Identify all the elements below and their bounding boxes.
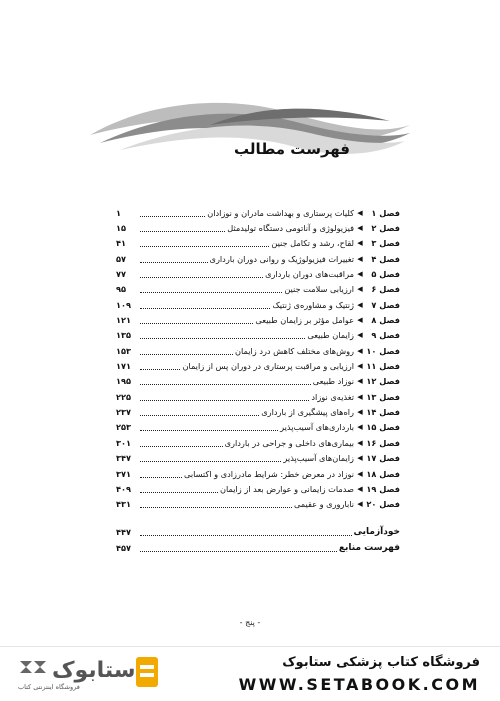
- dot-leader: [140, 445, 223, 447]
- store-url[interactable]: WWW.SETABOOK.COM: [238, 675, 480, 694]
- chapter-title: نوزاد طبیعی: [312, 376, 354, 387]
- chapter-title: راه‌های پیشگیری از بارداری: [261, 407, 354, 418]
- chapter-title: تغذیه‌ی نوزاد: [311, 391, 354, 402]
- bullet-arrow-icon: ◀: [357, 454, 363, 463]
- dot-leader: [140, 534, 352, 536]
- page-number: ۱۵: [116, 223, 126, 234]
- store-banner: [0, 646, 500, 701]
- chapter-label: فصل ۱۶: [366, 437, 400, 448]
- page-number: ۴۱: [116, 238, 126, 249]
- page-number: ۴۵۷: [116, 542, 131, 553]
- bullet-arrow-icon: ◀: [357, 423, 363, 432]
- dot-leader: [140, 261, 208, 263]
- page-number: ۲۵۳: [116, 422, 131, 433]
- page-number: ۱۵۳: [116, 345, 131, 356]
- chapter-label: فصل ۹: [371, 330, 400, 341]
- dot-leader: [140, 429, 278, 431]
- chapter-title: تغییرات فیزیولوژیک و روانی دوران بارداری: [209, 253, 354, 264]
- chapter-label: فصل ۱۷: [366, 453, 400, 464]
- toc-entry: [116, 524, 400, 540]
- chapter-label: فصل ۶: [371, 284, 400, 295]
- dot-leader: [140, 550, 337, 552]
- page-number: ۹۵: [116, 284, 126, 295]
- logo-subtext: فروشگاه اینترنتی کتاب: [18, 683, 80, 691]
- page-number: ۴۰۹: [116, 483, 131, 494]
- chapter-title: فیزیولوژی و آناتومی دستگاه تولیدمثل: [227, 223, 354, 234]
- toc-entry: [116, 312, 400, 327]
- chapter-title: ارزیابی و مراقبت پرستاری در دوران پس از زایمان: [182, 361, 354, 372]
- page-number: ۱۲۱: [116, 315, 131, 326]
- chapter-title: زایمان طبیعی: [307, 330, 354, 341]
- page-number: ۱۰۹: [116, 299, 131, 310]
- page-number: ۳۰۱: [116, 437, 131, 448]
- toc-title: فهرست مطالب: [234, 140, 350, 158]
- page-number: ۱: [116, 207, 121, 218]
- page-number: ۱۳۵: [116, 330, 131, 341]
- bullet-arrow-icon: ◀: [357, 331, 363, 340]
- chapter-title: صدمات زایمانی و عوارض بعد از زایمان: [220, 483, 354, 494]
- svg-text:ستابوک: ستابوک: [52, 658, 136, 683]
- toc-entry: [116, 236, 400, 251]
- toc-entry: [116, 266, 400, 281]
- dot-leader: [140, 245, 269, 247]
- chapter-title: نوزاد در معرض خطر: شرایط مادرزادی و اکتسابی: [184, 468, 354, 479]
- bullet-arrow-icon: ◀: [357, 224, 363, 233]
- bullet-arrow-icon: ◀: [357, 254, 363, 263]
- toc-entry: [116, 389, 400, 404]
- toc-entry: [116, 251, 400, 266]
- bullet-arrow-icon: ◀: [357, 346, 363, 355]
- bullet-arrow-icon: ◀: [357, 285, 363, 294]
- dot-leader: [140, 383, 311, 385]
- page-number: ۱۷۱: [116, 361, 131, 372]
- chapter-title: ناباروری و عقیمی: [293, 499, 354, 510]
- chapter-label: فصل ۴: [371, 253, 400, 264]
- chapter-title: زایمان‌های آسیب‌پذیر: [283, 453, 354, 464]
- toc-entry: [116, 420, 400, 435]
- dot-leader: [140, 276, 263, 278]
- chapter-title: بیماری‌های داخلی و جراحی در بارداری: [224, 437, 354, 448]
- dot-leader: [140, 353, 233, 355]
- toc-entry: [116, 435, 400, 450]
- chapter-title: روش‌های مختلف کاهش درد زایمان: [234, 345, 354, 356]
- dot-leader: [140, 506, 292, 508]
- toc-entry: [116, 358, 400, 373]
- chapter-label: فصل ۱۰: [366, 345, 400, 356]
- chapter-label: فصل ۵: [371, 269, 400, 280]
- store-name: فروشگاه کتاب پزشکی ستابوک: [282, 655, 480, 670]
- page-number: ۲۳۷: [116, 407, 131, 418]
- bullet-arrow-icon: ◀: [357, 484, 363, 493]
- bullet-arrow-icon: ◀: [357, 392, 363, 401]
- dot-leader: [140, 414, 259, 416]
- chapter-title: مراقبت‌های دوران بارداری: [265, 269, 354, 280]
- dot-leader: [140, 368, 180, 370]
- chapter-label: فصل ۱۹: [366, 483, 400, 494]
- dot-leader: [140, 291, 282, 293]
- toc-entry: [116, 451, 400, 466]
- toc-entry: [116, 205, 400, 220]
- chapter-label: فصل ۳: [371, 238, 400, 249]
- chapter-title: ارزیابی سلامت جنین: [284, 284, 354, 295]
- toc-entry: [116, 328, 400, 343]
- chapter-title: بارداری‌های آسیب‌پذیر: [280, 422, 354, 433]
- bullet-arrow-icon: ◀: [357, 362, 363, 371]
- page-number: ۵۷: [116, 253, 126, 264]
- chapter-label: فصل ۱۵: [366, 422, 400, 433]
- page-number: ۳۷۱: [116, 468, 131, 479]
- section-title: فهرست منابع: [338, 542, 400, 553]
- bullet-arrow-icon: ◀: [357, 408, 363, 417]
- toc-entry: [116, 481, 400, 496]
- chapter-label: فصل ۱: [371, 207, 400, 218]
- dot-leader: [140, 337, 305, 339]
- chapter-label: فصل ۸: [371, 315, 400, 326]
- chapter-label: فصل ۱۱: [366, 361, 400, 372]
- page-number: ۴۴۷: [116, 526, 131, 537]
- bullet-arrow-icon: ◀: [357, 208, 363, 217]
- dot-leader: [140, 322, 253, 324]
- toc-entry: [116, 497, 400, 512]
- toc-entry: [116, 220, 400, 235]
- toc-entry: [116, 374, 400, 389]
- toc-entry: [116, 343, 400, 358]
- chapter-title: لقاح، رشد و تکامل جنین: [271, 238, 354, 249]
- back-matter: [116, 524, 400, 556]
- page-number: ۱۹۵: [116, 376, 131, 387]
- toc-entry: [116, 466, 400, 481]
- page-number: ۷۷: [116, 269, 126, 280]
- bullet-arrow-icon: ◀: [357, 270, 363, 279]
- page-number: ۲۲۵: [116, 391, 131, 402]
- bullet-arrow-icon: ◀: [357, 377, 363, 386]
- chapter-title: کلیات پرستاری و بهداشت مادران و نوزادان: [207, 207, 354, 218]
- chapter-label: فصل ۱۸: [366, 468, 400, 479]
- toc-entry: [116, 540, 400, 556]
- dot-leader: [140, 399, 309, 401]
- dot-leader: [140, 215, 205, 217]
- chapter-label: فصل ۱۴: [366, 407, 400, 418]
- chapter-label: فصل ۱۳: [366, 391, 400, 402]
- page-number: ۴۳۱: [116, 499, 131, 510]
- bullet-arrow-icon: ◀: [357, 500, 363, 509]
- chapter-label: فصل ۷: [371, 299, 400, 310]
- chapter-title: ژنتیک و مشاوره‌ی ژنتیک: [272, 299, 354, 310]
- toc-entry: [116, 282, 400, 297]
- chapter-label: فصل ۲: [371, 223, 400, 234]
- dot-leader: [140, 491, 218, 493]
- bullet-arrow-icon: ◀: [357, 438, 363, 447]
- page-number: ۳۴۷: [116, 453, 131, 464]
- dot-leader: [140, 230, 225, 232]
- bullet-arrow-icon: ◀: [357, 239, 363, 248]
- toc-entry: [116, 404, 400, 419]
- page-number-footer: - پنج -: [239, 618, 261, 627]
- chapter-label: فصل ۱۲: [366, 376, 400, 387]
- table-of-contents: [116, 205, 400, 556]
- toc-entry: [116, 297, 400, 312]
- dot-leader: [140, 307, 270, 309]
- bullet-arrow-icon: ◀: [357, 469, 363, 478]
- chapter-label: فصل ۲۰: [366, 499, 400, 510]
- dot-leader: [140, 460, 281, 462]
- chapter-title: عوامل مؤثر بر زایمان طبیعی: [255, 315, 354, 326]
- bullet-arrow-icon: ◀: [357, 300, 363, 309]
- bullet-arrow-icon: ◀: [357, 316, 363, 325]
- section-title: خودآزمایی: [353, 526, 400, 537]
- dot-leader: [140, 476, 182, 478]
